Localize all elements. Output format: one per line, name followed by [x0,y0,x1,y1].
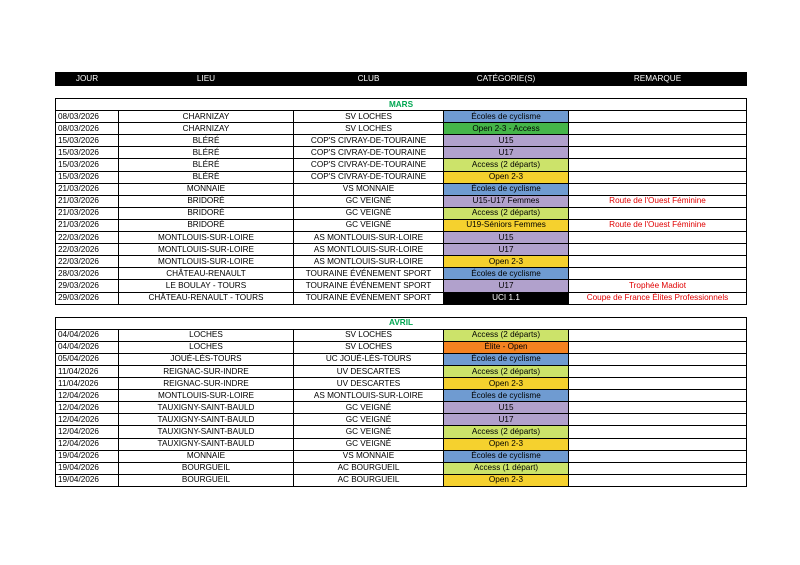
table-row [56,123,747,135]
table-body [56,86,747,487]
club-cell: TOURAINE ÉVÉNEMENT SPORT [294,268,444,280]
table-row [56,195,747,207]
month-title: AVRIL [56,317,747,329]
date-cell: 29/03/2026 [56,292,119,304]
category-cell: Open 2-3 [444,438,569,450]
remark-cell [569,135,747,147]
category-cell: U17 [444,280,569,292]
date-cell: 21/03/2026 [56,183,119,195]
category-cell: Open 2-3 - Access [444,123,569,135]
table-row [56,474,747,486]
date-cell: 21/03/2026 [56,207,119,219]
table-row [56,292,747,304]
remark-cell [569,438,747,450]
table-row [56,111,747,123]
calendar-table [55,72,747,487]
section-gap-cell [56,86,747,99]
table-row [56,341,747,353]
remark-cell [569,183,747,195]
remark-cell [569,390,747,402]
remark-cell [569,256,747,268]
lieu-cell: BOURGUEIL [119,462,294,474]
date-cell: 19/04/2026 [56,474,119,486]
table-row [56,171,747,183]
date-cell: 12/04/2026 [56,414,119,426]
date-cell: 15/03/2026 [56,147,119,159]
category-cell: U15-U17 Femmes [444,195,569,207]
table-row [56,450,747,462]
date-cell: 15/03/2026 [56,159,119,171]
category-cell: Écoles de cyclisme [444,353,569,365]
header-lieu: LIEU [119,73,294,86]
lieu-cell: MONTLOUIS-SUR-LOIRE [119,390,294,402]
club-cell: UC JOUÉ-LÈS-TOURS [294,353,444,365]
header-row [56,73,747,86]
table-row [56,438,747,450]
table-row [56,390,747,402]
lieu-cell: MONTLOUIS-SUR-LOIRE [119,244,294,256]
lieu-cell: BRIDORÉ [119,195,294,207]
remark-cell [569,123,747,135]
date-cell: 12/04/2026 [56,426,119,438]
table-row [56,268,747,280]
lieu-cell: MONNAIE [119,450,294,462]
category-cell: Écoles de cyclisme [444,183,569,195]
table-row [56,462,747,474]
table-row [56,353,747,365]
club-cell: TOURAINE ÉVÉNEMENT SPORT [294,292,444,304]
remark-cell: Route de l'Ouest Féminine [569,195,747,207]
remark-cell [569,244,747,256]
lieu-cell: TAUXIGNY-SAINT-BAULD [119,438,294,450]
date-cell: 04/04/2026 [56,329,119,341]
table-row [56,280,747,292]
date-cell: 12/04/2026 [56,402,119,414]
remark-cell [569,232,747,244]
club-cell: GC VEIGNÉ [294,426,444,438]
category-cell: U17 [444,147,569,159]
club-cell: VS MONNAIE [294,183,444,195]
club-cell: UV DESCARTES [294,365,444,377]
table-row [56,147,747,159]
club-cell: COP'S CIVRAY-DE-TOURAINE [294,159,444,171]
date-cell: 11/04/2026 [56,365,119,377]
lieu-cell: MONTLOUIS-SUR-LOIRE [119,232,294,244]
table-row [56,414,747,426]
club-cell: AS MONTLOUIS-SUR-LOIRE [294,256,444,268]
date-cell: 04/04/2026 [56,341,119,353]
remark-cell [569,341,747,353]
lieu-cell: LOCHES [119,341,294,353]
date-cell: 15/03/2026 [56,171,119,183]
month-title-row [56,99,747,111]
remark-cell: Coupe de France Élites Professionnels [569,292,747,304]
club-cell: AC BOURGUEIL [294,474,444,486]
remark-cell [569,207,747,219]
lieu-cell: BLÉRÉ [119,171,294,183]
header-categorie: CATÉGORIE(S) [444,73,569,86]
club-cell: GC VEIGNÉ [294,414,444,426]
category-cell: Access (2 départs) [444,426,569,438]
lieu-cell: MONNAIE [119,183,294,195]
club-cell: COP'S CIVRAY-DE-TOURAINE [294,135,444,147]
remark-cell [569,426,747,438]
table-row [56,365,747,377]
club-cell: VS MONNAIE [294,450,444,462]
category-cell: Écoles de cyclisme [444,450,569,462]
club-cell: TOURAINE ÉVÉNEMENT SPORT [294,280,444,292]
header-jour: JOUR [56,73,119,86]
lieu-cell: TAUXIGNY-SAINT-BAULD [119,426,294,438]
lieu-cell: TAUXIGNY-SAINT-BAULD [119,402,294,414]
remark-cell [569,450,747,462]
table-row [56,244,747,256]
table-row [56,135,747,147]
date-cell: 29/03/2026 [56,280,119,292]
lieu-cell: TAUXIGNY-SAINT-BAULD [119,414,294,426]
section-gap-cell [56,304,747,317]
table-row [56,232,747,244]
category-cell: Écoles de cyclisme [444,268,569,280]
category-cell: Écoles de cyclisme [444,390,569,402]
date-cell: 15/03/2026 [56,135,119,147]
club-cell: GC VEIGNÉ [294,219,444,231]
date-cell: 21/03/2026 [56,219,119,231]
category-cell: Access (1 départ) [444,462,569,474]
lieu-cell: CHARNIZAY [119,111,294,123]
lieu-cell: BLÉRÉ [119,159,294,171]
remark-cell: Route de l'Ouest Féminine [569,219,747,231]
remark-cell [569,474,747,486]
remark-cell [569,171,747,183]
remark-cell [569,159,747,171]
date-cell: 12/04/2026 [56,438,119,450]
category-cell: Open 2-3 [444,474,569,486]
club-cell: AS MONTLOUIS-SUR-LOIRE [294,232,444,244]
table-row [56,159,747,171]
date-cell: 12/04/2026 [56,390,119,402]
lieu-cell: REIGNAC-SUR-INDRE [119,365,294,377]
category-cell: Access (2 départs) [444,159,569,171]
remark-cell [569,378,747,390]
club-cell: COP'S CIVRAY-DE-TOURAINE [294,147,444,159]
month-title-row [56,317,747,329]
lieu-cell: BLÉRÉ [119,147,294,159]
category-cell: U19-Séniors Femmes [444,219,569,231]
lieu-cell: BLÉRÉ [119,135,294,147]
remark-cell [569,111,747,123]
remark-cell [569,353,747,365]
lieu-cell: CHÂTEAU-RENAULT [119,268,294,280]
category-cell: Open 2-3 [444,378,569,390]
lieu-cell: LE BOULAY - TOURS [119,280,294,292]
club-cell: GC VEIGNÉ [294,402,444,414]
table-row [56,402,747,414]
table-row [56,426,747,438]
club-cell: GC VEIGNÉ [294,438,444,450]
remark-cell [569,402,747,414]
date-cell: 22/03/2026 [56,256,119,268]
remark-cell [569,365,747,377]
lieu-cell: BOURGUEIL [119,474,294,486]
date-cell: 05/04/2026 [56,353,119,365]
date-cell: 19/04/2026 [56,462,119,474]
lieu-cell: MONTLOUIS-SUR-LOIRE [119,256,294,268]
club-cell: GC VEIGNÉ [294,195,444,207]
remark-cell [569,414,747,426]
remark-cell: Trophée Madiot [569,280,747,292]
category-cell: Access (2 départs) [444,329,569,341]
calendar-sheet [55,72,746,487]
table-row [56,207,747,219]
category-cell: U17 [444,244,569,256]
club-cell: GC VEIGNÉ [294,207,444,219]
club-cell: COP'S CIVRAY-DE-TOURAINE [294,171,444,183]
category-cell: U17 [444,414,569,426]
date-cell: 08/03/2026 [56,123,119,135]
table-row [56,378,747,390]
category-cell: Access (2 départs) [444,207,569,219]
lieu-cell: BRIDORÉ [119,207,294,219]
table-row [56,256,747,268]
club-cell: SV LOCHES [294,341,444,353]
section-gap [56,86,747,99]
remark-cell [569,268,747,280]
remark-cell [569,462,747,474]
lieu-cell: JOUÉ-LÈS-TOURS [119,353,294,365]
date-cell: 08/03/2026 [56,111,119,123]
category-cell: Écoles de cyclisme [444,111,569,123]
date-cell: 22/03/2026 [56,232,119,244]
table-row [56,219,747,231]
lieu-cell: LOCHES [119,329,294,341]
table-row [56,183,747,195]
club-cell: AC BOURGUEIL [294,462,444,474]
month-title: MARS [56,99,747,111]
category-cell: UCI 1.1 [444,292,569,304]
date-cell: 21/03/2026 [56,195,119,207]
category-cell: Élite - Open [444,341,569,353]
lieu-cell: BRIDORÉ [119,219,294,231]
category-cell: Open 2-3 [444,171,569,183]
club-cell: SV LOCHES [294,329,444,341]
club-cell: AS MONTLOUIS-SUR-LOIRE [294,390,444,402]
header-remarque: REMARQUE [569,73,747,86]
category-cell: U15 [444,232,569,244]
category-cell: Open 2-3 [444,256,569,268]
section-gap [56,304,747,317]
remark-cell [569,329,747,341]
category-cell: U15 [444,135,569,147]
club-cell: UV DESCARTES [294,378,444,390]
date-cell: 19/04/2026 [56,450,119,462]
lieu-cell: REIGNAC-SUR-INDRE [119,378,294,390]
club-cell: SV LOCHES [294,123,444,135]
category-cell: Access (2 départs) [444,365,569,377]
table-row [56,329,747,341]
date-cell: 22/03/2026 [56,244,119,256]
date-cell: 28/03/2026 [56,268,119,280]
date-cell: 11/04/2026 [56,378,119,390]
remark-cell [569,147,747,159]
club-cell: AS MONTLOUIS-SUR-LOIRE [294,244,444,256]
lieu-cell: CHÂTEAU-RENAULT - TOURS [119,292,294,304]
category-cell: U15 [444,402,569,414]
header-club: CLUB [294,73,444,86]
lieu-cell: CHARNIZAY [119,123,294,135]
club-cell: SV LOCHES [294,111,444,123]
